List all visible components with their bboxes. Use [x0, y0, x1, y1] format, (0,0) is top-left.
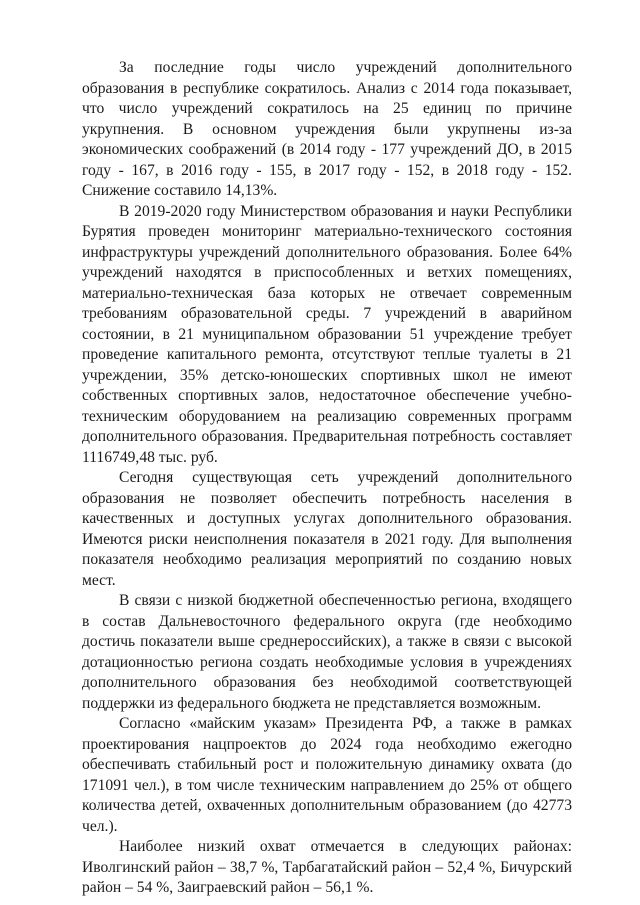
paragraph-low-coverage: Наиболее низкий охват отмечается в следующих районах: Иволгинский район – 38,7 %, Тарбагатайский район – 52,4 %, Бичурский район – 54 %, Заиграевский район – 56,1 %. — [82, 838, 572, 896]
paragraph-may-decrees: Согласно «майским указам» Президента РФ, а также в рамках проектирования нацпроектов до 2024 года необходимо ежегодно обеспечивать стабильный рост и положительную динамику охвата (до 171091 чел.), в том числе техническим направлением до 25% от общего количества детей, охваченных дополнительным образованием (до 42773 чел.). — [82, 715, 572, 835]
paragraph-monitoring: В 2019-2020 году Министерством образования и науки Республики Бурятия проведен мониторинг материально-технического состояния инфраструктуры учреждений дополнительного образования. Более 64% учреждений находятся в приспособленных и ветхих помещениях, материально-техническая база которых не отвечает современным требованиям образовательной среды. 7 учреждений в аварийном состоянии, в 21 муниципальном образовании 51 учреждение требует проведение капитального ремонта, отсутствуют теплые туалеты в 21 учреждении, 35% детско-юношеских спортивных школ не имеют собственных спортивных залов, недостаточное обеспечение учебно-техническим оборудованием на реализацию современных программ дополнительного образования. Предварительная потребность составляет 1116749,48 тыс. руб. — [82, 202, 572, 466]
paragraph-current-network: Сегодня существующая сеть учреждений дополнительного образования не позволяет обеспечить потребность населения в качественных и доступных услугах дополнительного образования. Имеются риски неисполнения показателя в 2021 году. Для выполнения показателя необходимо реализация мероприятий по созданию новых мест. — [82, 469, 572, 589]
paragraph-budget: В связи с низкой бюджетной обеспеченностью региона, входящего в состав Дальневосточного федерального округа (где необходимо достичь показатели выше среднероссийских), а также в связи с высокой дотационностью региона создать необходимые условия в учреждениях дополнительного образования без необходимой соответствующей поддержки из федерального бюджета не представляется возможным. — [82, 592, 572, 712]
document-body — [82, 58, 572, 899]
paragraph-institutions-decline: За последние годы число учреждений дополнительного образования в республике сократилось. Анализ с 2014 года показывает, что число учреждений сократилось на 25 единиц по причине укрупнения. В основном учреждения были укрупнены из-за экономических соображений (в 2014 году - 177 учреждений ДО, в 2015 году - 167, в 2016 году - 155, в 2017 году - 152, в 2018 году - 152. Снижение составило 14,13%. — [82, 59, 572, 199]
